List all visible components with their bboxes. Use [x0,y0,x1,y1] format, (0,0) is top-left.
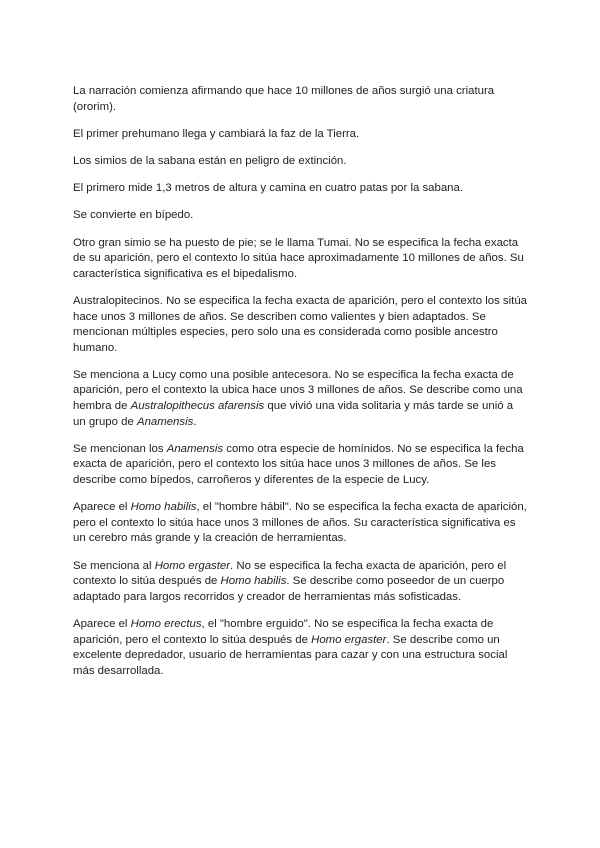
text-run: Se menciona al [73,559,155,572]
paragraph-homo-habilis [73,500,527,547]
species-name: Homo ergaster [154,559,231,572]
species-name: Anamensis [136,415,194,428]
species-name: Homo habilis [220,575,287,588]
species-name: Homo ergaster [311,633,387,646]
species-name: Homo erectus [130,617,202,630]
text-run: que vivió una vida solitaria y más tarde se unió a un grupo de [73,400,514,428]
paragraph-anamensis [73,442,527,489]
text-run: como otra especie de homínidos. No se especifica la fecha exacta de aparición, pero el contexto los sitúa hace unos 3 millones de años. Se les describe como bípedos, carroñeros y diferentes de la especie de Lucy. [73,442,524,487]
text-run: Aparece el [73,617,131,630]
paragraph-first-prehuman: El primer prehumano llega y cambiará la faz de la Tierra. [73,127,360,140]
text-run: , el "hombre hábil". No se especifica la fecha exacta de aparición, pero el contexto lo sitúa hace unos 3 millones de años. Su característica significativa es un cerebro más grande y la creación de herramientas. [73,501,527,545]
text-run: . Se describe como poseedor de un cuerpo adaptado para largos recorridos y creador de herramientas más sofisticadas. [73,575,505,603]
paragraph-lucy [73,368,527,430]
paragraph-australopithecines: Australopitecinos. No se especifica la fecha exacta de aparición, pero el contexto los sitúa hace unos 3 millones de años. Se describen como valientes y bien adaptados. Se mencionan múltiples especies, pero solo una es considerada como posible ancestro humano. [73,294,527,354]
paragraph-intro: La narración comienza afirmando que hace 10 millones de años surgió una criatura (ororim). [73,85,495,113]
species-name: Australopithecus afarensis [130,400,265,413]
species-name: Homo habilis [130,501,197,514]
text-run: Aparece el [73,501,131,514]
paragraph-tumai: Otro gran simio se ha puesto de pie; se le llama Tumai. No se especifica la fecha exacta de su aparición, pero el contexto lo sitúa hace aproximadamente 10 millones de años. Su característica significativa es el bipedalismo. [73,236,524,280]
document-body [73,84,527,679]
text-run: Se menciona a Lucy como una posible antecesora. No se especifica la fecha exacta de aparición, pero el contexto la ubica hace unos 3 millones de años. Se describe como una hembra de [73,368,523,413]
paragraph-homo-ergaster [73,559,527,606]
text-run: , el "hombre erguido". No se especifica la fecha exacta de aparición, pero el contexto lo sitúa después de [73,617,494,646]
paragraph-first-height: El primero mide 1,3 metros de altura y camina en cuatro patas por la sabana. [73,182,464,195]
species-name: Anamensis [166,442,224,455]
paragraph-savanna-apes: Los simios de la sabana están en peligro de extinción. [73,154,347,167]
text-run: Se mencionan los [73,442,167,455]
text-run: . No se especifica la fecha exacta de aparición, pero el contexto lo sitúa después de [73,559,507,588]
paragraph-homo-erectus [73,617,527,679]
text-run: . [193,415,197,428]
text-run: . Se describe como un excelente depredador, usuario de herramientas para cazar y con una estructura social más desarrollada. [73,633,508,677]
paragraph-biped: Se convierte en bípedo. [73,209,194,222]
